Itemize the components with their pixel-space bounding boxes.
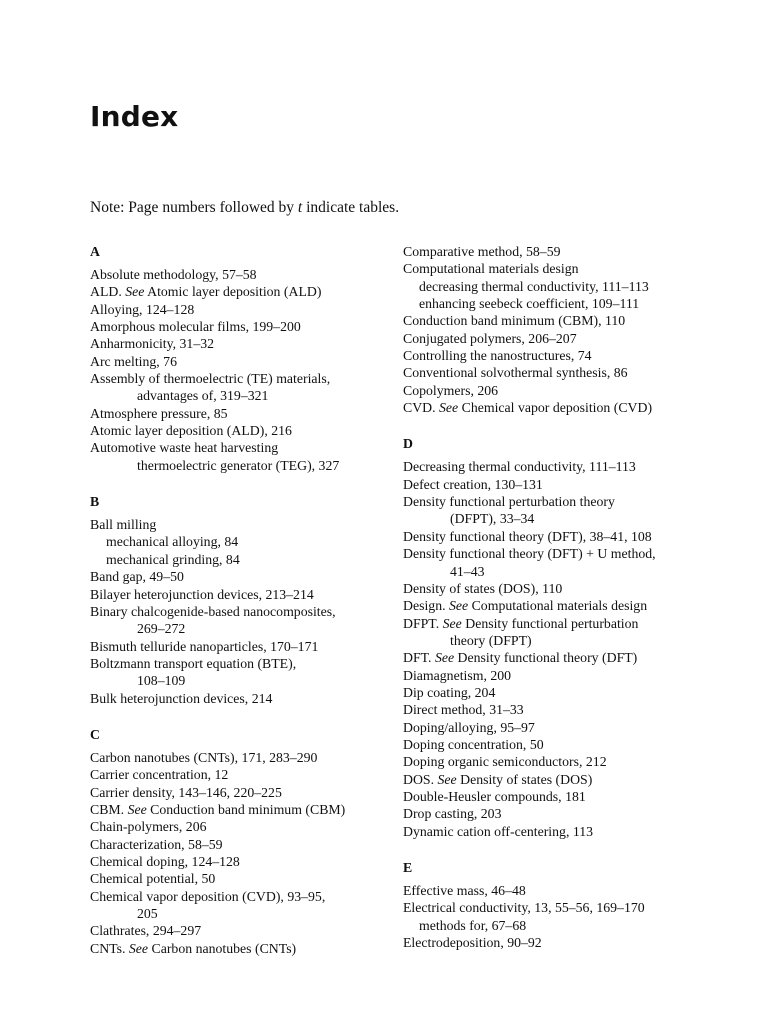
index-entry: Arc melting, 76 [90, 353, 177, 369]
see-reference-target: Atomic layer deposition (ALD) [144, 284, 322, 300]
index-entry: Bismuth telluride nanoparticles, 170–171 [90, 638, 319, 654]
index-entry-continuation: advantages of, 319–321 [137, 388, 269, 404]
index-entry: Dip coating, 204 [403, 684, 496, 700]
see-reference-label: See [128, 940, 149, 956]
index-entry: Defect creation, 130–131 [403, 476, 543, 492]
index-column-left [90, 243, 390, 957]
see-reference-label: See [449, 598, 469, 614]
index-entry: Clathrates, 294–297 [90, 923, 202, 939]
see-reference-label: See [434, 650, 455, 666]
index-entry: Band gap, 49–50 [90, 569, 184, 585]
index-subentry: mechanical alloying, 84 [106, 534, 239, 550]
see-reference-target: Density functional perturbation [461, 615, 639, 631]
index-entry-continuation: 205 [137, 906, 158, 921]
see-reference-label: See [437, 771, 457, 787]
index-entry [403, 615, 723, 632]
entry-term: DFPT. [403, 615, 443, 631]
index-entry [403, 597, 723, 614]
index-entry: Carrier density, 143–146, 220–225 [90, 784, 282, 800]
index-entry: Drop casting, 203 [403, 806, 502, 822]
entry-term: Design. [403, 598, 449, 614]
index-entry: Bulk heterojunction devices, 214 [90, 690, 273, 706]
index-entry: Carrier concentration, 12 [90, 767, 229, 783]
see-reference-label: See [127, 801, 147, 817]
index-entry: Density functional theory (DFT) + U method, [403, 546, 656, 562]
index-entry: Dynamic cation off-centering, 113 [403, 823, 594, 839]
index-subentry: mechanical grinding, 84 [106, 551, 240, 567]
index-entry: Automotive waste heat harvesting [90, 440, 279, 456]
page-title: Index [90, 100, 179, 133]
index-subentry: decreasing thermal conductivity, 111–113 [419, 278, 649, 294]
entry-term: CNTs. [90, 940, 129, 956]
index-entry: Doping/alloying, 95–97 [403, 719, 535, 735]
see-reference-label: See [442, 615, 462, 631]
index-entry: Chemical potential, 50 [90, 871, 216, 887]
index-entry: Diamagnetism, 200 [403, 667, 512, 683]
index-entry: Atmosphere pressure, 85 [90, 405, 228, 421]
entry-term: CVD. [403, 400, 440, 416]
index-entry: Decreasing thermal conductivity, 111–113 [403, 459, 636, 475]
index-entry [90, 940, 390, 957]
see-reference-target: Carbon nanotubes (CNTs) [148, 940, 297, 956]
see-reference-target: Density functional theory (DFT) [454, 650, 638, 666]
index-entry: Density functional perturbation theory [403, 494, 615, 510]
index-entry: Chemical vapor deposition (CVD), 93–95, [90, 888, 326, 904]
index-entry: Absolute methodology, 57–58 [90, 267, 257, 282]
see-reference-label: See [125, 284, 145, 300]
index-entry [90, 283, 390, 300]
index-entry: Double-Heusler compounds, 181 [403, 788, 586, 804]
see-reference-target: Density of states (DOS) [456, 771, 593, 787]
index-entry: Amorphous molecular films, 199–200 [90, 319, 301, 335]
index-entry: Bilayer heterojunction devices, 213–214 [90, 586, 314, 602]
section-letter: C [90, 726, 100, 742]
index-entry: Atomic layer deposition (ALD), 216 [90, 423, 292, 439]
index-entry: Computational materials design [403, 261, 579, 277]
section-letter: A [90, 244, 100, 259]
index-entry [90, 801, 390, 818]
entry-term: CBM. [90, 801, 128, 817]
index-entry: Chemical doping, 124–128 [90, 853, 240, 869]
index-entry-continuation: 108–109 [137, 673, 186, 689]
index-entry: Controlling the nanostructures, 74 [403, 348, 592, 364]
index-entry: Comparative method, 58–59 [403, 244, 561, 259]
index-entry-continuation: 269–272 [137, 621, 186, 637]
entry-term: ALD. [90, 284, 126, 300]
index-entry: Doping concentration, 50 [403, 736, 544, 752]
entry-term: DFT. [403, 650, 435, 666]
index-entry: Binary chalcogenide-based nanocomposites, [90, 603, 336, 619]
section-letter: B [90, 494, 100, 510]
note-italic-t: t [297, 199, 303, 216]
index-entry: Chain-polymers, 206 [90, 819, 207, 835]
index-entry: Electrodeposition, 90–92 [403, 935, 542, 951]
note-text: Note: Page numbers followed by [90, 199, 298, 216]
index-note [90, 199, 399, 217]
index-entry: Effective mass, 46–48 [403, 883, 526, 898]
index-entry: Conduction band minimum (CBM), 110 [403, 313, 626, 329]
index-entry-continuation: thermoelectric generator (TEG), 327 [137, 457, 340, 473]
see-reference-target: Conduction band minimum (CBM) [146, 801, 346, 817]
index-entry: Direct method, 31–33 [403, 702, 524, 718]
index-entry: Density functional theory (DFT), 38–41, 108 [403, 528, 652, 544]
see-reference-target: Computational materials design [468, 598, 648, 614]
index-subentry: enhancing seebeck coefficient, 109–111 [419, 296, 640, 312]
see-reference-target: Chemical vapor deposition (CVD) [458, 400, 653, 416]
index-entry: Boltzmann transport equation (BTE), [90, 655, 297, 671]
index-entry-continuation: 41–43 [450, 563, 485, 579]
index-entry: Carbon nanotubes (CNTs), 171, 283–290 [90, 749, 318, 765]
index-entry [403, 399, 723, 416]
index-entry: Copolymers, 206 [403, 382, 499, 398]
index-entry [403, 649, 723, 666]
index-column-right [403, 243, 723, 951]
index-entry-continuation: (DFPT), 33–34 [450, 511, 535, 527]
index-entry: Characterization, 58–59 [90, 836, 223, 852]
index-entry: Ball milling [90, 517, 157, 533]
index-entry: Conventional solvothermal synthesis, 86 [403, 365, 628, 381]
see-reference-label: See [439, 400, 459, 416]
index-entry: Assembly of thermoelectric (TE) materials, [90, 371, 331, 387]
index-entry: Alloying, 124–128 [90, 301, 195, 317]
index-entry: Density of states (DOS), 110 [403, 580, 563, 596]
entry-term: DOS. [403, 771, 438, 787]
section-letter: E [403, 860, 413, 875]
index-entry-continuation: theory (DFPT) [450, 632, 532, 648]
index-entry [403, 771, 723, 788]
index-subentry: methods for, 67–68 [419, 917, 527, 933]
index-entry: Doping organic semiconductors, 212 [403, 754, 607, 770]
index-entry: Electrical conductivity, 13, 55–56, 169–170 [403, 900, 645, 916]
index-entry: Anharmonicity, 31–32 [90, 336, 215, 352]
note-text-end: indicate tables. [302, 199, 400, 216]
section-letter: D [403, 436, 413, 452]
index-entry: Conjugated polymers, 206–207 [403, 330, 577, 346]
